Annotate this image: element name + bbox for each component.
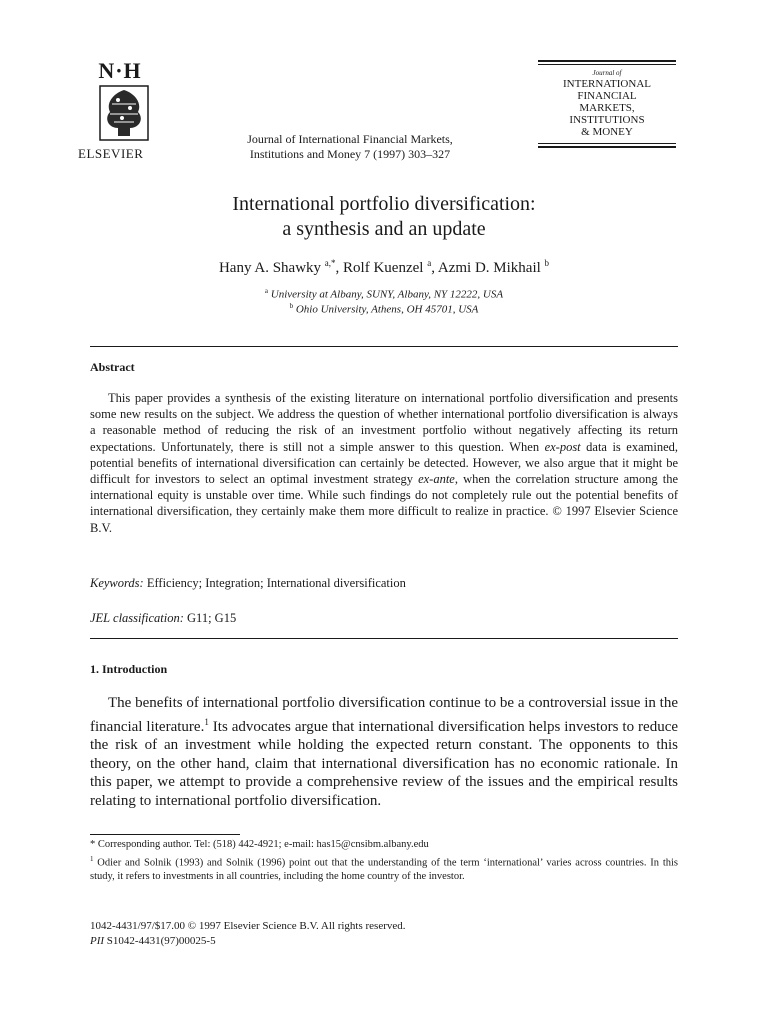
- section-divider: [90, 638, 678, 639]
- pii-line: [90, 934, 678, 948]
- journal-masthead: [538, 60, 676, 148]
- copyright-line: 1042-4431/97/$17.00 © 1997 Elsevier Science B.V. All rights reserved.: [90, 920, 406, 932]
- abstract-text: This paper provides a synthesis of the existing literature on international portfolio diversification and presents some new results on the subject. We address the question of whether international portfolio diversification is always a reasonable method of reducing the risk of an investment portfolio without negatively affecting its return expectations. Unfortunately, there is still not a simple answer to this question. When: [90, 391, 678, 454]
- pii-value: S1042-4431(97)00025-5: [104, 935, 216, 947]
- section-heading: 1. Introduction: [90, 662, 168, 676]
- abstract-body: [90, 390, 678, 536]
- footnote-text: Odier and Solnik (1993) and Solnik (1996) point out that the understanding of the term ‘international’ varies across countries. In this study, it refers to investments in all countries, including the home country of the investor.: [90, 857, 678, 882]
- intro-text: Its advocates argue that international diversification helps investors to reduce the risk of an investment while holding the expected return constant. The opponents to this theory, on the other hand, claim that international diversification has no economic rationale. In this paper, we attempt to provide a comprehensive review of the issues and the empirical results relating to international portfolio diversification.: [90, 718, 678, 809]
- author-affiliation-mark: b: [544, 258, 550, 268]
- title-line: a synthesis and an update: [282, 218, 486, 240]
- affiliation-mark: a: [264, 287, 268, 295]
- intro-text: The benefits of international portfolio diversification continue to be a controversial issue in the financial literature.: [90, 695, 678, 735]
- affiliation: [0, 302, 768, 316]
- jel-value: G11; G15: [183, 611, 237, 625]
- footnote-mark: 1: [90, 855, 94, 863]
- keywords-value: Efficiency; Integration; International diversification: [143, 576, 406, 590]
- citation-line: Journal of International Financial Markets,: [247, 132, 453, 146]
- pii-label: PII: [90, 935, 105, 947]
- affiliation-text: University at Albany, SUNY, Albany, NY 12222, USA: [270, 288, 504, 301]
- journal-title-line: INSTITUTIONS: [569, 114, 645, 126]
- author-affiliation-mark: a: [427, 258, 432, 268]
- abstract-text: , when the correlation structure among the international equity is unstable over time. While such findings do not completely rule out the potential benefits of international diversification, they certainly make them more difficult to realize in practice. © 1997 Elsevier Science B.V.: [90, 472, 678, 535]
- abstract-text: data is examined, potential benefits of international diversification can certainly be detected. However, we also argue that it might be difficult for investors to select an optimal investment strategy: [90, 439, 678, 487]
- affiliation-text: Ohio University, Athens, OH 45701, USA: [295, 303, 479, 316]
- abstract-emphasis: ex-ante: [418, 472, 455, 487]
- masthead-rule: [538, 146, 676, 148]
- masthead-rule: [538, 60, 676, 62]
- journal-title-line: MARKETS,: [579, 102, 635, 114]
- author-separator: ,: [335, 260, 344, 276]
- affiliation-mark: b: [289, 302, 294, 310]
- section-divider: [90, 346, 678, 347]
- journal-title: [538, 78, 676, 138]
- journal-title-line: & MONEY: [581, 126, 633, 138]
- author-list: [0, 258, 768, 277]
- publisher-monogram: N·H: [98, 58, 142, 83]
- journal-title-line: FINANCIAL: [577, 90, 637, 102]
- jel-classification: [90, 611, 678, 626]
- journal-citation: [220, 132, 480, 162]
- author-name: Rolf Kuenzel: [343, 260, 424, 276]
- abstract-emphasis: ex-post: [544, 439, 581, 454]
- introduction-body: [90, 694, 678, 818]
- masthead-rule: [538, 64, 676, 65]
- title-line: International portfolio diversification:: [232, 193, 536, 215]
- article-title: [0, 192, 768, 242]
- footnote-rule: [90, 834, 240, 835]
- jel-label: JEL classification:: [90, 611, 184, 625]
- keywords-label: Keywords:: [90, 576, 144, 590]
- journal-of-label: Journal of: [592, 69, 622, 77]
- author-name: Hany A. Shawky: [218, 260, 322, 276]
- journal-title-line: INTERNATIONAL: [563, 78, 651, 90]
- footnote-1: [90, 853, 678, 884]
- author-name: Azmi D. Mikhail: [437, 260, 541, 276]
- affiliation: [0, 287, 768, 301]
- corresponding-author-note: * Corresponding author. Tel: (518) 442-4921; e-mail: has15@cnsibm.albany.edu: [90, 839, 429, 850]
- publisher-name: ELSEVIER: [78, 146, 144, 161]
- footnote-ref: 1: [204, 716, 209, 727]
- author-affiliation-mark: a,*: [324, 258, 336, 268]
- masthead-rule: [538, 143, 676, 144]
- elsevier-tree-logo-icon: [98, 84, 150, 142]
- citation-line: Institutions and Money 7 (1997) 303–327: [249, 147, 451, 161]
- keywords: [90, 576, 678, 591]
- abstract-heading: Abstract: [90, 360, 135, 374]
- author-separator: ,: [431, 260, 438, 276]
